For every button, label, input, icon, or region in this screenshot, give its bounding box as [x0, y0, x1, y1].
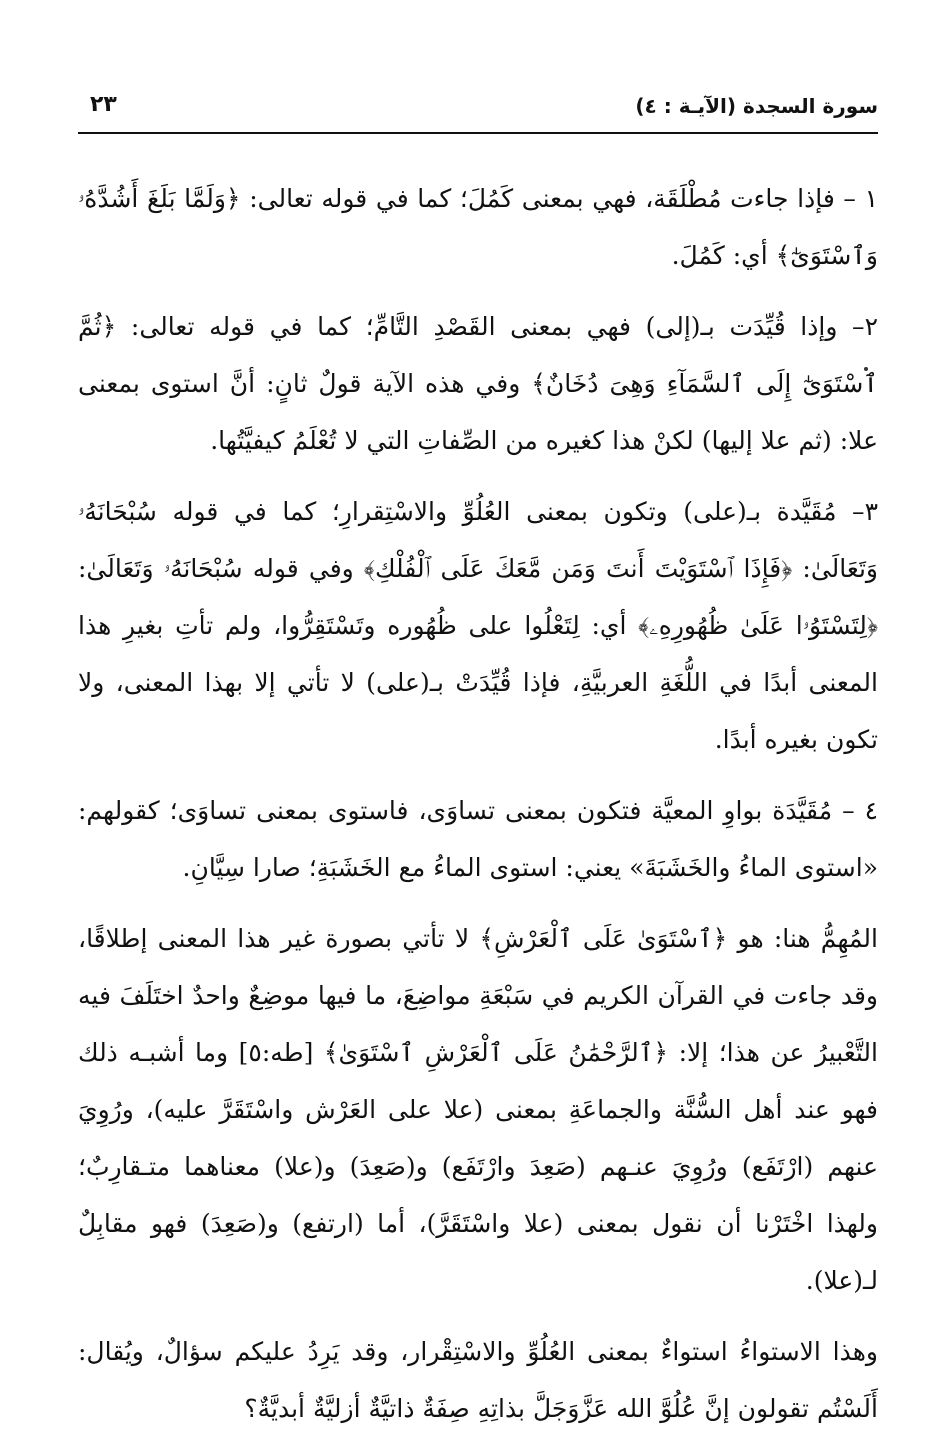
paragraph-meaning-1: ١ – فإذا جاءت مُطْلَقَة، فهي بمعنى كَمُلَ؛ كما في قوله تعالى: ﴿وَلَمَّا بَلَغَ أَشُدَّهُۥ وَٱسْتَوَىٰٓ﴾ أي: كَمُلَ.: [78, 184, 878, 270]
header-rule: [78, 132, 878, 134]
running-header: [78, 90, 878, 134]
page-number: ٢٣: [90, 92, 117, 117]
paragraph-meaning-4: ٤ – مُقَيَّدَة بواوِ المعيَّة فتكون بمعنى تساوَى، فاستوى بمعنى تساوَى؛ كقولهم: «استوى الماءُ والخَشَبَةَ» يعني: استوى الماءُ مع الخَشَبَةِ؛ صارا سِيَّانِ.: [78, 796, 878, 882]
paragraph-meaning-3: ٣– مُقَيَّدة بـ(على) وتكون بمعنى العُلُوِّ والاسْتِقرارِ؛ كما في قوله سُبْحَانَهُۥ وَتَعَالَىٰ: ﴿فَإِذَا ٱسْتَوَيْتَ أَنتَ وَمَن مَّعَكَ عَلَى ٱلْفُلْكِ﴾ وفي قوله سُبْحَانَهُۥ وَتَعَالَىٰ: ﴿لِتَسْتَوُۥا عَلَىٰ ظُهُورِهِۦ﴾ أي: لِتَعْلُوا على ظُهُوره وتَسْتَقِرُّوا، ولم تأتِ بغيرِ هذا المعنى أبدًا في اللُّغَةِ العربيَّةِ، فإذا قُيِّدَتْ بـ(على) لا تأتي إلا بهذا المعنى، ولا تكون بغيره أبدًا.: [78, 497, 878, 754]
body-text: [78, 170, 878, 1451]
paragraph-meaning-2: ٢– وإذا قُيِّدَت بـ(إلى) فهي بمعنى القَصْدِ التَّامِّ؛ كما في قوله تعالى: ﴿ثُمَّ ٱسْتَوَىٰٓ إِلَى ٱلسَّمَآءِ وَهِىَ دُخَانٌ﴾ وفي هذه الآية قولٌ ثانٍ: أنَّ استوى بمعنى علا: (ثم علا إليها) لكنْ هذا كغيره من الصِّفاتِ التي لا تُعْلَمُ كيفيَّتُها.: [78, 312, 878, 455]
surah-title: سورة السجدة (الآيـة : ٤): [635, 94, 878, 118]
paragraph-question: وهذا الاستواءُ استواءٌ بمعنى العُلُوِّ والاسْتِقْرار، وقد يَرِدُ عليكم سؤالٌ، ويُقال: أَلَسْتُم تقولون إنَّ عُلُوَّ الله عَزَّوَجَلَّ بذاتِهِ صِفَةٌ ذاتيَّةٌ أزليَّةٌ أبديَّةٌ؟: [78, 1337, 878, 1423]
paragraph-important: المُهِمُّ هنا: هو ﴿ٱسْتَوَىٰ عَلَى ٱلْعَرْشِ﴾ لا تأتي بصورة غير هذا المعنى إطلاقًا، وقد جاءت في القرآن الكريم في سَبْعَةِ مواضِعَ، ما فيها موضِعٌ واحدٌ اختَلَفَ فيه التَّعْبيرُ عن هذا؛ إلا: ﴿ٱلرَّحْمَٰنُ عَلَى ٱلْعَرْشِ ٱسْتَوَىٰ﴾ [طه:٥] وما أشبـه ذلك فهو عند أهل السُّنَّة والجماعَةِ بمعنى (علا على العَرْش واسْتَقَرَّ عليه)، ورُوِيَ عنهم (ارْتَفَع) ورُوِيَ عنـهم (صَعِدَ وارْتَفَع) و(صَعِدَ) و(علا) معناهما متـقارِبٌ؛ ولهذا اخْتَرْنا أن نقول بمعنى (علا واسْتَقَرَّ)، أما (ارتفع) و(صَعِدَ) فهو مقابِلٌ لـ(علا).: [78, 924, 878, 1295]
